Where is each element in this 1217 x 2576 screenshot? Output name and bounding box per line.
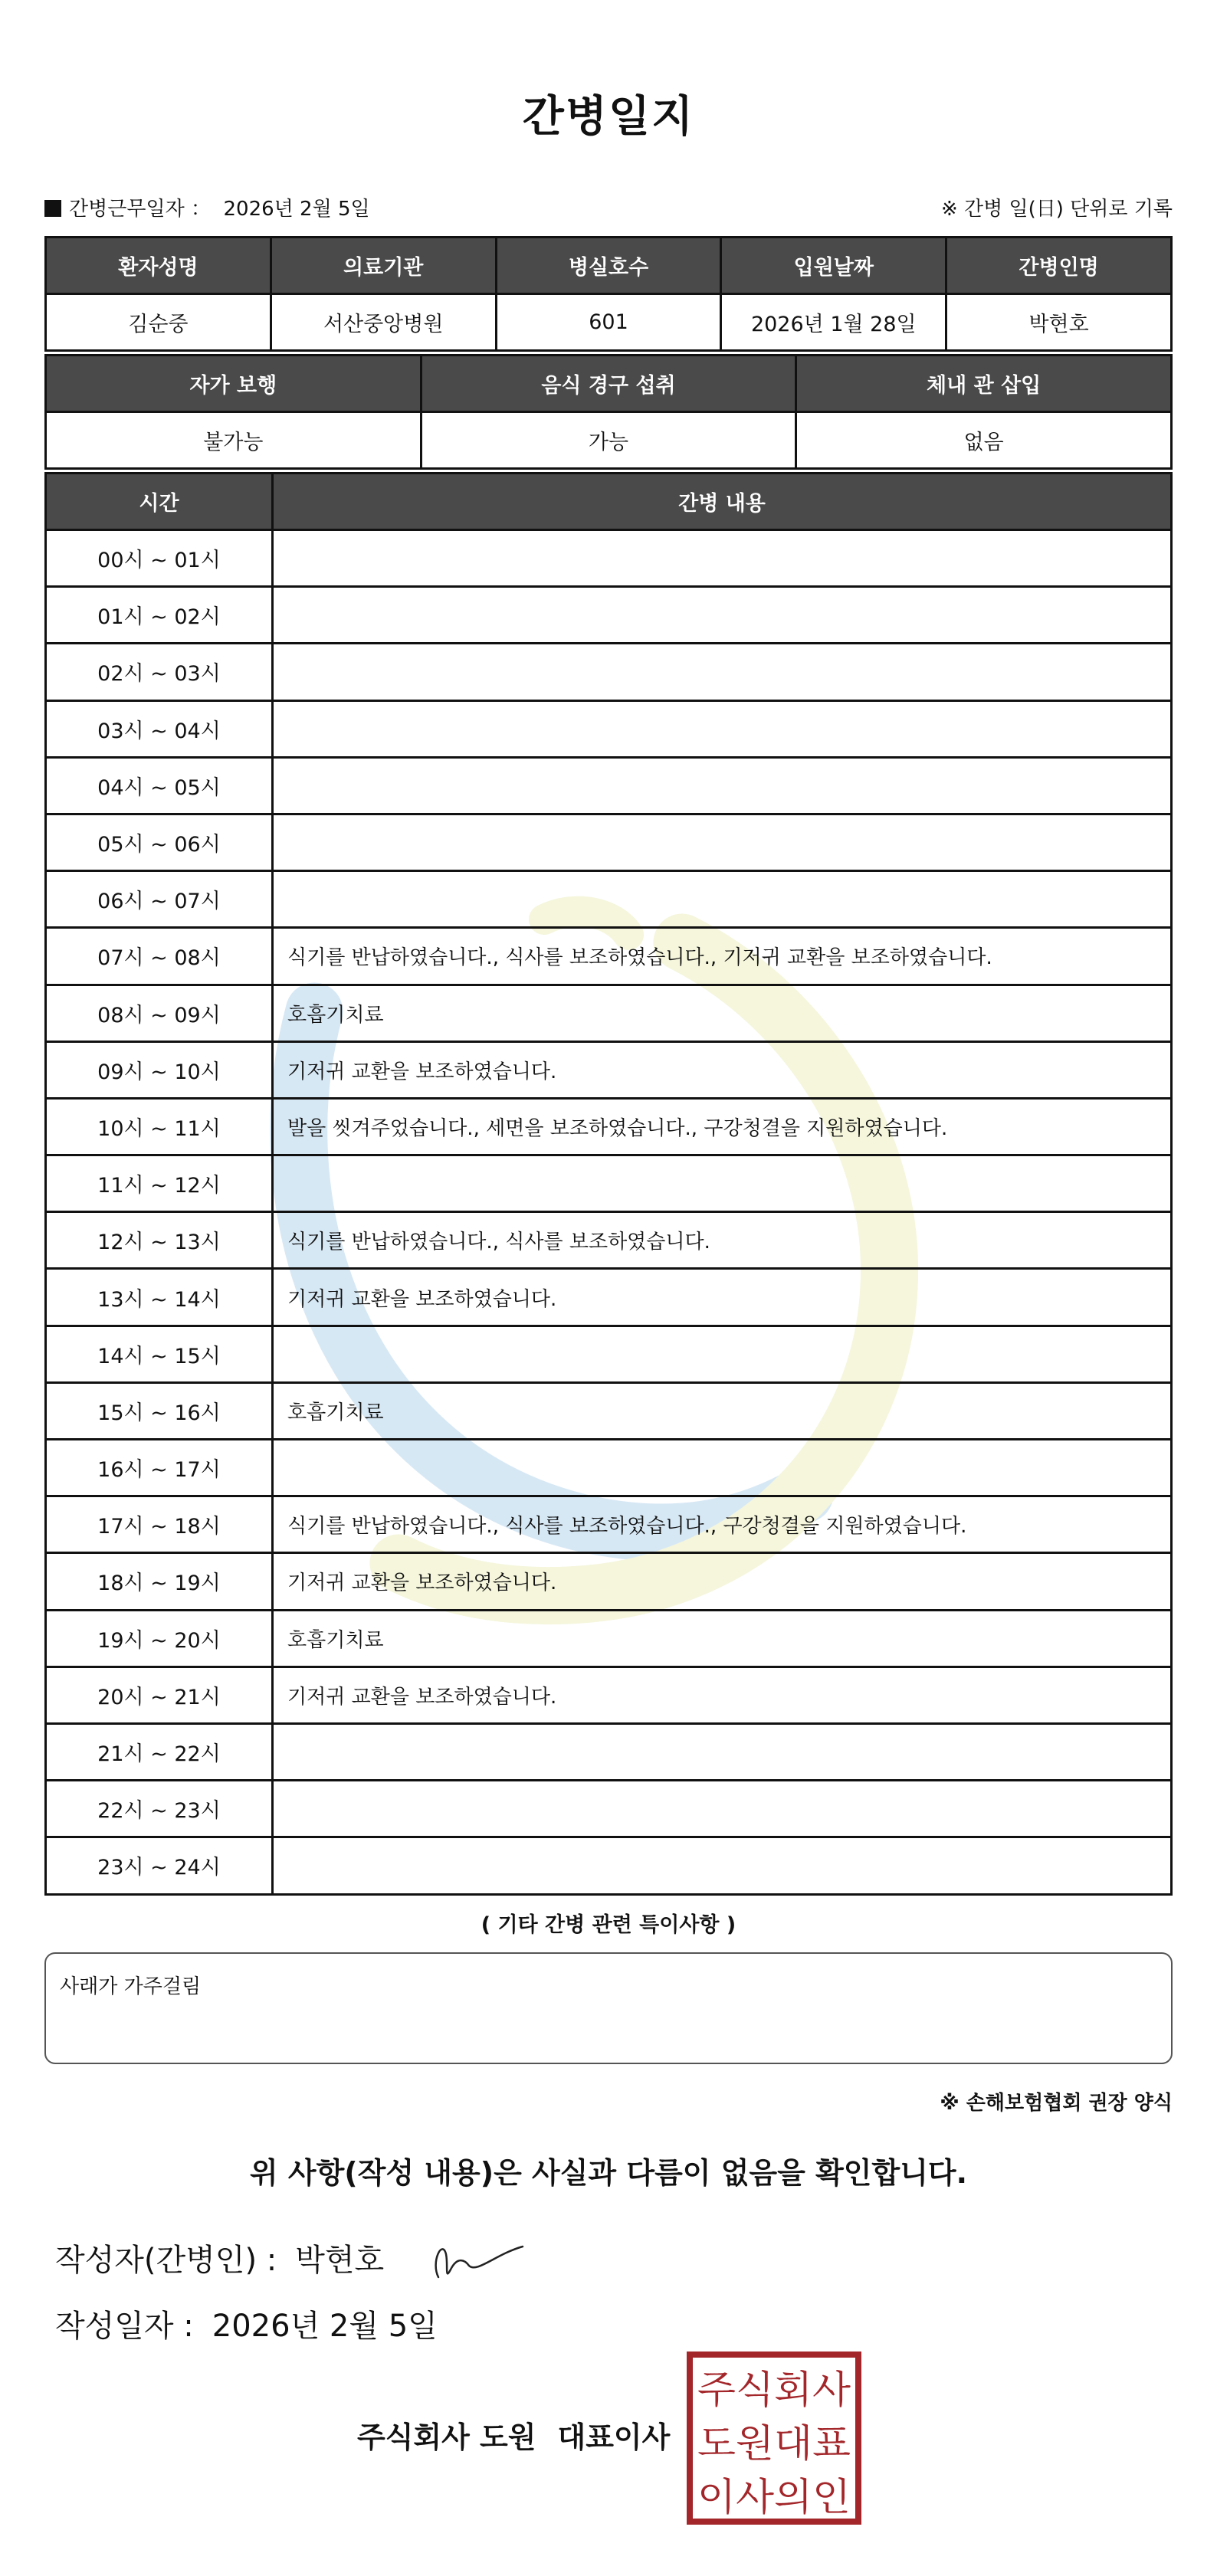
table-row: [46, 530, 1172, 587]
table-row: [46, 1723, 1172, 1780]
table-row: [46, 1212, 1172, 1269]
care-content: [273, 1781, 1172, 1837]
hourly-care-table: [44, 472, 1173, 1896]
oral-intake-status: 가능: [421, 412, 796, 469]
header-caregiver: 간병인명: [946, 238, 1172, 294]
seal-line-1: 주식회사: [697, 2368, 851, 2412]
table-row: [46, 985, 1172, 1041]
time-slot: 10시 ~ 11시: [46, 1098, 273, 1155]
table-row: [46, 1610, 1172, 1667]
notes-box: [44, 1952, 1173, 2064]
patient-name: 김순중: [46, 294, 271, 351]
time-slot: 21시 ~ 22시: [46, 1723, 273, 1780]
time-slot: 09시 ~ 10시: [46, 1041, 273, 1098]
admission-date: 2026년 1월 28일: [721, 294, 946, 351]
header-time: 시간: [46, 474, 273, 530]
table-row: [46, 1155, 1172, 1212]
signature-icon: [423, 2231, 530, 2285]
care-content: 기저귀 교환을 보조하였습니다.: [273, 1667, 1172, 1723]
work-date-value: 2026년 2월 5일: [223, 198, 370, 221]
work-date: [44, 193, 370, 221]
seal-line-3: 이사의인: [697, 2475, 851, 2519]
care-content: 기저귀 교환을 보조하였습니다.: [273, 1553, 1172, 1610]
walking-status: 불가능: [46, 412, 422, 469]
company-seal-icon: [686, 2351, 862, 2525]
time-slot: 17시 ~ 18시: [46, 1496, 273, 1553]
square-bullet-icon: [44, 200, 61, 217]
care-content: [273, 814, 1172, 870]
time-slot: 12시 ~ 13시: [46, 1212, 273, 1269]
care-content: [273, 644, 1172, 700]
written-date-value: 2026년 2월 5일: [212, 2309, 438, 2344]
time-slot: 07시 ~ 08시: [46, 928, 273, 985]
table-row: [46, 871, 1172, 928]
header-care-content: 간병 내용: [273, 474, 1172, 530]
care-content: [273, 1440, 1172, 1496]
time-slot: 04시 ~ 05시: [46, 757, 273, 814]
care-content: 식기를 반납하였습니다., 식사를 보조하였습니다.: [273, 1212, 1172, 1269]
care-content: [273, 700, 1172, 757]
tube-insertion-status: 없음: [796, 412, 1172, 469]
patient-info-table: [44, 236, 1173, 352]
header-walking: 자가 보행: [46, 356, 422, 412]
care-content: 식기를 반납하였습니다., 식사를 보조하였습니다., 기저귀 교환을 보조하였습니다.: [273, 928, 1172, 985]
table-row: [46, 1440, 1172, 1496]
header-patient-name: 환자성명: [46, 238, 271, 294]
table-row: [46, 1667, 1172, 1723]
care-content: [273, 871, 1172, 928]
time-slot: 06시 ~ 07시: [46, 871, 273, 928]
care-content: [273, 1837, 1172, 1894]
time-slot: 19시 ~ 20시: [46, 1610, 273, 1667]
hospital-name: 서산중앙병원: [271, 294, 496, 351]
time-slot: 22시 ~ 23시: [46, 1781, 273, 1837]
care-content: [273, 1155, 1172, 1212]
care-content: [273, 757, 1172, 814]
care-content: 발을 씻겨주었습니다., 세면을 보조하였습니다., 구강청결을 지원하였습니다.: [273, 1098, 1172, 1155]
time-slot: 14시 ~ 15시: [46, 1326, 273, 1382]
company-name: 주식회사 도원: [357, 2420, 536, 2454]
time-slot: 02시 ~ 03시: [46, 644, 273, 700]
meta-row: [44, 193, 1173, 224]
time-slot: 20시 ~ 21시: [46, 1667, 273, 1723]
notes-heading: ( 기타 간병 관련 특이사항 ): [481, 1913, 736, 1937]
care-content: 호흡기치료: [273, 1610, 1172, 1667]
time-slot: 15시 ~ 16시: [46, 1382, 273, 1439]
table-row: [46, 928, 1172, 985]
care-content: 기저귀 교환을 보조하였습니다.: [273, 1269, 1172, 1326]
time-slot: 23시 ~ 24시: [46, 1837, 273, 1894]
care-rows: [46, 530, 1172, 1895]
time-slot: 03시 ~ 04시: [46, 700, 273, 757]
table-row: [46, 1098, 1172, 1155]
recommended-form-note: ※ 손해보험협회 권장 양식: [940, 2092, 1173, 2115]
author-label: 작성자(간병인) :: [55, 2243, 277, 2278]
table-row: [46, 1781, 1172, 1837]
document-title: 간병일지: [522, 92, 695, 142]
room-number: 601: [496, 294, 721, 351]
written-date-label: 작성일자 :: [55, 2309, 194, 2344]
table-row: [46, 1553, 1172, 1610]
header-oral-intake: 음식 경구 섭취: [421, 356, 796, 412]
company-representative: 대표이사: [557, 2420, 671, 2454]
seal-line-2: 도원대표: [697, 2421, 851, 2466]
time-slot: 16시 ~ 17시: [46, 1440, 273, 1496]
author-name: 박현호: [295, 2243, 385, 2278]
care-content: 호흡기치료: [273, 1382, 1172, 1439]
table-row: [46, 1326, 1172, 1382]
header-room: 병실호수: [496, 238, 721, 294]
care-content: 호흡기치료: [273, 985, 1172, 1041]
table-row: [46, 644, 1172, 700]
care-content: 기저귀 교환을 보조하였습니다.: [273, 1041, 1172, 1098]
care-content: [273, 530, 1172, 587]
table-row: [46, 1496, 1172, 1553]
work-date-label: 간병근무일자 ：: [69, 198, 211, 221]
header-admission-date: 입원날짜: [721, 238, 946, 294]
table-row: [46, 1837, 1172, 1894]
written-date-row: [55, 2302, 438, 2345]
notes-text: 사래가 가주걸림: [60, 1975, 202, 1998]
confirmation-statement: 위 사항(작성 내용)은 사실과 다름이 없음을 확인합니다.: [249, 2156, 968, 2190]
header-tube-insertion: 체내 관 삽입: [796, 356, 1172, 412]
header-hospital: 의료기관: [271, 238, 496, 294]
author-row: [55, 2236, 384, 2279]
table-row: [46, 814, 1172, 870]
caregiver-name: 박현호: [946, 294, 1172, 351]
patient-status-table: [44, 354, 1173, 470]
company-signoff: [357, 2414, 670, 2456]
table-row: [46, 757, 1172, 814]
table-row: [46, 587, 1172, 644]
table-row: [46, 1269, 1172, 1326]
record-unit-note: ※ 간병 일(日) 단위로 기록: [940, 198, 1173, 221]
time-slot: 05시 ~ 06시: [46, 814, 273, 870]
time-slot: 01시 ~ 02시: [46, 587, 273, 644]
table-row: [46, 1382, 1172, 1439]
time-slot: 08시 ~ 09시: [46, 985, 273, 1041]
time-slot: 13시 ~ 14시: [46, 1269, 273, 1326]
care-content: [273, 1326, 1172, 1382]
time-slot: 18시 ~ 19시: [46, 1553, 273, 1610]
care-content: 식기를 반납하였습니다., 식사를 보조하였습니다., 구강청결을 지원하였습니다.: [273, 1496, 1172, 1553]
care-content: [273, 587, 1172, 644]
table-row: [46, 700, 1172, 757]
time-slot: 11시 ~ 12시: [46, 1155, 273, 1212]
care-content: [273, 1723, 1172, 1780]
table-row: [46, 1041, 1172, 1098]
time-slot: 00시 ~ 01시: [46, 530, 273, 587]
